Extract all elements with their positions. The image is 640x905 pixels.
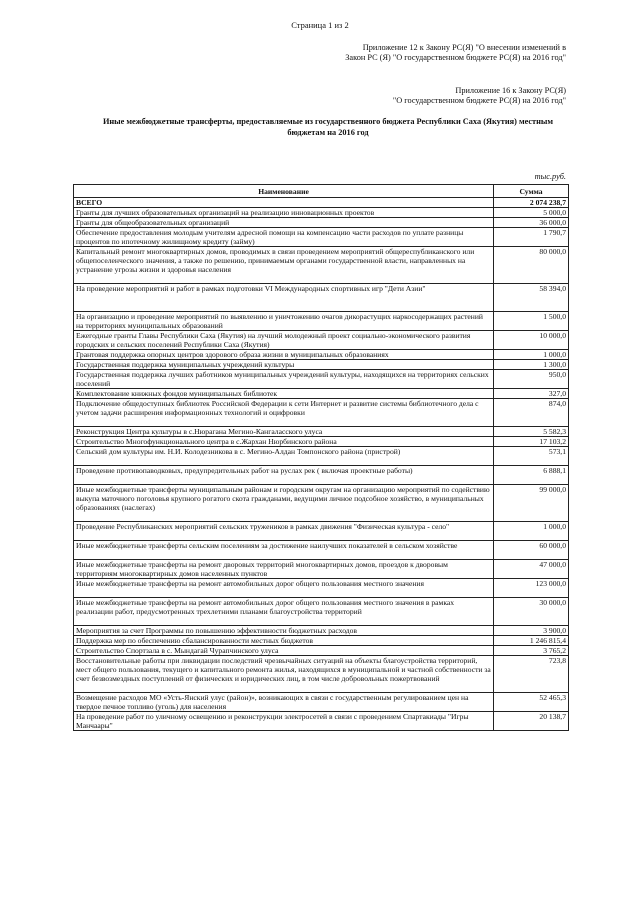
row-name-cell: Мероприятия за счет Программы по повышению эффективности бюджетных расходов	[74, 626, 494, 636]
row-name-cell: Иные межбюджетные трансферты на ремонт автомобильных дорог общего пользования местного значения	[74, 579, 494, 598]
row-name-cell: Гранты для лучших образовательных организаций на реализацию инновационных проектов	[74, 208, 494, 218]
table-row	[74, 447, 569, 466]
row-sum-cell: 36 000,0	[494, 218, 569, 228]
row-name-cell: Строительство Многофункционального центра в с.Жархан Нюрбинского района	[74, 437, 494, 447]
column-header-sum: Сумма	[494, 185, 569, 198]
document-title	[88, 116, 568, 138]
row-sum-cell: 1 790,7	[494, 228, 569, 247]
table-row	[74, 466, 569, 485]
row-sum-cell: 950,0	[494, 370, 569, 389]
row-sum-cell: 30 000,0	[494, 598, 569, 626]
row-sum-cell: 10 000,0	[494, 331, 569, 350]
table-row	[74, 626, 569, 636]
row-sum-cell: 1 500,0	[494, 312, 569, 331]
appendix-16-line-2: "О государственном бюджете РС(Я) на 2016 год"	[392, 96, 566, 105]
table-row	[74, 560, 569, 579]
row-sum-cell: 1 000,0	[494, 522, 569, 541]
row-name-cell: Реконструкция Центра культуры в с.Нюрагана Мегино-Кангаласского улуса	[74, 427, 494, 437]
table-row	[74, 636, 569, 646]
row-name-cell: Государственная поддержка лучших работников муниципальных учреждений культуры, находящихся на территориях сельских поселений	[74, 370, 494, 389]
row-name-cell: Сельский дом культуры им. Н.И. Колодезникова в с. Мегино-Алдан Томпонского района (пристрой)	[74, 447, 494, 466]
appendix-16-note	[393, 86, 566, 106]
row-sum-cell: 60 000,0	[494, 541, 569, 560]
appendix-12-line-1: Приложение 12 к Закону РС(Я) "О внесении изменений в	[362, 43, 566, 52]
row-name-cell: Иные межбюджетные трансферты сельским поселениям за достижение наилучших показателей в сельском хозяйстве	[74, 541, 494, 560]
row-sum-cell: 2 074 238,7	[494, 198, 569, 208]
table-row	[74, 284, 569, 312]
row-sum-cell: 573,1	[494, 447, 569, 466]
row-name-cell: Грантовая поддержка опорных центров здорового образа жизни в муниципальных образованиях	[74, 350, 494, 360]
row-sum-cell: 123 000,0	[494, 579, 569, 598]
table-row	[74, 312, 569, 331]
row-name-cell: Иные межбюджетные трансферты муниципальным районам и городским округам на организацию мероприятий по содействию выкупа маточного поголовья крупного рогатого скота гражданами, ведущими личное подсобное хозяйство, в муниципальных образованиях (наслегах)	[74, 485, 494, 522]
row-sum-cell: 874,0	[494, 399, 569, 427]
row-name-cell: Комплектование книжных фондов муниципальных библиотек	[74, 389, 494, 399]
table-row	[74, 247, 569, 284]
table-row	[74, 712, 569, 731]
row-name-cell: Государственная поддержка муниципальных учреждений культуры	[74, 360, 494, 370]
row-name-cell: Проведение Республиканских мероприятий сельских тружеников в рамках движения "Физическая культура - село"	[74, 522, 494, 541]
table-row	[74, 399, 569, 427]
row-name-cell: Возмещение расходов МО «Усть-Янский улус (район)», возникающих в связи с государственным регулированием цен на твердое печное топливо (уголь) для населения	[74, 693, 494, 712]
table-row	[74, 331, 569, 350]
table-row	[74, 541, 569, 560]
row-sum-cell: 3 900,0	[494, 626, 569, 636]
document-title-line-1: Иные межбюджетные трансферты, предоставляемые из государственного бюджета Республики Саха (Якутия) местным	[102, 117, 554, 126]
appendix-12-note	[345, 43, 566, 63]
page-number: Страница 1 из 2	[291, 20, 349, 30]
row-sum-cell: 17 103,2	[494, 437, 569, 447]
row-name-cell: Восстановительные работы при ликвидации последствий чрезвычайных ситуаций на объекты благоустройства территорий, мест общего пользования, текущего и капитального ремонта жилья, находящихся в муниципальной и частной собственности за счет безвозмездных поступлений от физических и юридических лиц, в том числе добровольных пожертвований	[74, 656, 494, 693]
row-name-cell: Обеспечение предоставления молодым учителям адресной помощи на компенсацию части расходов по уплате разницы процентов по ипотечному жилищному кредиту (займу)	[74, 228, 494, 247]
row-name-cell: На проведение работ по уличному освещению и реконструкции электросетей в связи с проведением Спартакиады "Игры Манчаары"	[74, 712, 494, 731]
row-sum-cell: 58 394,0	[494, 284, 569, 312]
row-name-cell: Гранты для общеобразовательных организаций	[74, 218, 494, 228]
table-row	[74, 198, 569, 208]
row-name-cell: На проведение мероприятий и работ в рамках подготовки VI Международных спортивных игр "Дети Азии"	[74, 284, 494, 312]
table-row	[74, 437, 569, 447]
table-row	[74, 350, 569, 360]
row-sum-cell: 723,8	[494, 656, 569, 693]
row-sum-cell: 52 465,3	[494, 693, 569, 712]
row-sum-cell: 3 765,2	[494, 646, 569, 656]
table-header-row	[74, 185, 569, 198]
row-sum-cell: 327,0	[494, 389, 569, 399]
row-name-cell: На организацию и проведение мероприятий по выявлению и уничтожению очагов дикорастущих наркосодержащих растений на территориях муниципальных образований	[74, 312, 494, 331]
row-sum-cell: 1 000,0	[494, 350, 569, 360]
table-row	[74, 360, 569, 370]
row-sum-cell: 47 000,0	[494, 560, 569, 579]
row-name-cell: Ежегодные гранты Главы Республики Саха (Якутия) на лучший молодежный проект социально-экономического развития городских и сельских поселений Республики Саха (Якутия)	[74, 331, 494, 350]
table-row	[74, 646, 569, 656]
row-name-cell: ВСЕГО	[74, 198, 494, 208]
table-row	[74, 208, 569, 218]
document-title-line-2: бюджетам на 2016 год	[287, 128, 369, 137]
table-row	[74, 485, 569, 522]
row-name-cell: Строительство Спортзала в с. Мындагай Чурапчинского улуса	[74, 646, 494, 656]
table-row	[74, 370, 569, 389]
row-name-cell: Иные межбюджетные трансферты на ремонт автомобильных дорог общего пользования местного значения в рамках реализации работ, предусмотренных трехлетними планами благоустройства территорий	[74, 598, 494, 626]
row-name-cell: Подключение общедоступных библиотек Российской Федерации к сети Интернет и развитие системы библиотечного дела с учетом задачи расширения информационных технологий и оцифровки	[74, 399, 494, 427]
table-row	[74, 389, 569, 399]
table-row	[74, 522, 569, 541]
row-sum-cell: 5 000,0	[494, 208, 569, 218]
row-sum-cell: 99 000,0	[494, 485, 569, 522]
row-sum-cell: 1 246 815,4	[494, 636, 569, 646]
table-row	[74, 693, 569, 712]
table-row	[74, 656, 569, 693]
row-name-cell: Капитальный ремонт многоквартирных домов, проводимых в связи проведением мероприятий общереспубликанского или общепоселенческого значения, а также по решению, принимаемым органами государственной власти, направленных на устранение угрозы жизни и здоровья населения	[74, 247, 494, 284]
row-sum-cell: 6 888,1	[494, 466, 569, 485]
row-name-cell: Проведение противопаводковых, предупредительных работ на руслах рек ( включая проектные работы)	[74, 466, 494, 485]
table-row	[74, 427, 569, 437]
row-sum-cell: 5 582,3	[494, 427, 569, 437]
row-name-cell: Иные межбюджетные трансферты на ремонт дворовых территорий многоквартирных домов, проездов к дворовым территориям многоквартирных домов населенных пунктов	[74, 560, 494, 579]
row-sum-cell: 1 300,0	[494, 360, 569, 370]
table-row	[74, 218, 569, 228]
table-row	[74, 579, 569, 598]
column-header-name: Наименование	[74, 185, 494, 198]
table-row	[74, 228, 569, 247]
transfers-table	[73, 184, 569, 731]
appendix-12-line-2: Закон РС (Я) "О государственном бюджете РС(Я) на 2016 год"	[345, 53, 566, 62]
appendix-16-line-1: Приложение 16 к Закону РС(Я)	[455, 86, 566, 95]
row-name-cell: Поддержка мер по обеспечению сбалансированности местных бюджетов	[74, 636, 494, 646]
row-sum-cell: 80 000,0	[494, 247, 569, 284]
unit-label: тыс.руб.	[534, 172, 566, 181]
row-sum-cell: 20 138,7	[494, 712, 569, 731]
table-row	[74, 598, 569, 626]
table-body	[74, 198, 569, 731]
